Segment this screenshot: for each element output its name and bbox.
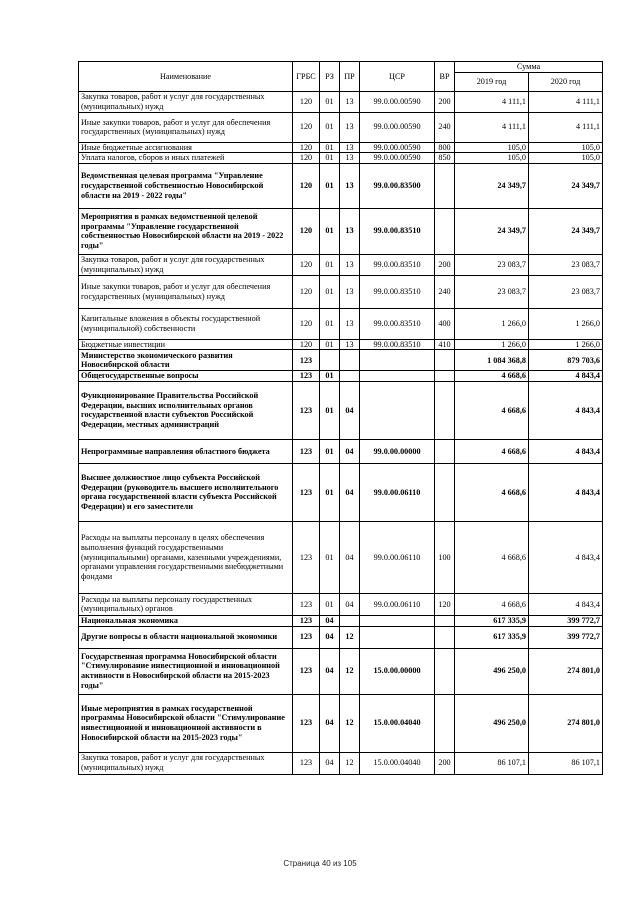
header-2019: 2019 год [455,72,529,91]
row-name: Закупка товаров, работ и услуг для государственных (муниципальных) нужд [79,91,293,112]
row-pr: 13 [340,153,360,164]
row-vr [435,163,455,208]
row-2020: 399 772,7 [529,615,603,626]
table-row [79,91,603,112]
row-csr [360,626,435,648]
row-csr: 99.0.00.00590 [360,91,435,112]
row-2019: 4 668,6 [455,463,529,521]
row-csr [360,371,435,382]
row-name: Бюджетные инвестиции [79,339,293,350]
row-grbs: 123 [293,350,320,371]
row-csr: 99.0.00.00000 [360,439,435,463]
row-csr: 99.0.00.06110 [360,521,435,593]
row-name: Иные закупки товаров, работ и услуг для обеспечения государственных (муниципальных) нужд [79,112,293,142]
row-csr: 15.0.00.04040 [360,752,435,774]
row-name: Другие вопросы в области национальной экономики [79,626,293,648]
row-name: Мероприятия в рамках ведомственной целевой программы "Управление государственной собственностью Новосибирской области на 2019 - 2022 годы" [79,208,293,254]
row-pr: 13 [340,339,360,350]
row-vr: 850 [435,153,455,164]
header-vr: ВР [435,62,455,92]
row-rz: 01 [320,463,340,521]
row-2019: 86 107,1 [455,752,529,774]
row-name: Непрограммные направления областного бюджета [79,439,293,463]
row-grbs: 123 [293,521,320,593]
row-pr: 13 [340,91,360,112]
row-2020: 4 111,1 [529,112,603,142]
row-vr [435,371,455,382]
budget-table [78,61,603,775]
row-2019: 105,0 [455,142,529,153]
row-2019: 105,0 [455,153,529,164]
row-2019: 23 083,7 [455,275,529,308]
row-rz: 01 [320,381,340,439]
row-vr: 200 [435,91,455,112]
row-pr: 12 [340,752,360,774]
row-pr [340,350,360,371]
row-vr [435,350,455,371]
row-2020: 105,0 [529,153,603,164]
row-rz: 01 [320,439,340,463]
row-rz: 01 [320,112,340,142]
row-vr [435,626,455,648]
table-row [79,254,603,275]
row-name: Закупка товаров, работ и услуг для государственных (муниципальных) нужд [79,254,293,275]
table-row [79,112,603,142]
row-grbs: 123 [293,439,320,463]
row-rz: 01 [320,254,340,275]
row-grbs: 123 [293,752,320,774]
row-2020: 4 843,4 [529,381,603,439]
row-2019: 617 335,9 [455,626,529,648]
row-name: Закупка товаров, работ и услуг для государственных (муниципальных) нужд [79,752,293,774]
row-2019: 1 266,0 [455,308,529,339]
row-pr: 04 [340,521,360,593]
row-2020: 274 801,0 [529,694,603,752]
header-csr: ЦСР [360,62,435,92]
row-2020: 1 266,0 [529,308,603,339]
table-body [79,91,603,774]
row-2020: 399 772,7 [529,626,603,648]
row-2020: 4 843,4 [529,463,603,521]
row-pr: 04 [340,593,360,615]
header-rz: РЗ [320,62,340,92]
row-vr: 400 [435,308,455,339]
row-2019: 24 349,7 [455,208,529,254]
row-rz: 04 [320,694,340,752]
row-2019: 23 083,7 [455,254,529,275]
row-name: Высшее должностное лицо субъекта Российской Федерации (руководитель высшего исполнительного органа государственной власти субъекта Российской Федерации) и его заместители [79,463,293,521]
row-grbs: 123 [293,593,320,615]
row-vr [435,694,455,752]
row-2019: 1 084 368,8 [455,350,529,371]
row-csr [360,350,435,371]
table-row [79,371,603,382]
row-grbs: 123 [293,648,320,694]
row-2019: 4 668,6 [455,593,529,615]
row-csr: 99.0.00.83500 [360,163,435,208]
table-row [79,308,603,339]
row-grbs: 120 [293,153,320,164]
header-name: Наименование [79,62,293,92]
row-rz: 04 [320,648,340,694]
row-2020: 23 083,7 [529,275,603,308]
table-row [79,439,603,463]
table-row [79,694,603,752]
table-row [79,752,603,774]
row-name: Общегосударственные вопросы [79,371,293,382]
row-name: Министерство экономического развития Новосибирской области [79,350,293,371]
table-row [79,339,603,350]
row-rz: 01 [320,142,340,153]
row-2020: 4 843,4 [529,371,603,382]
row-rz: 01 [320,593,340,615]
header-sum: Сумма [455,62,603,73]
row-rz: 01 [320,308,340,339]
row-2019: 4 111,1 [455,112,529,142]
row-rz: 01 [320,339,340,350]
row-vr: 100 [435,521,455,593]
row-grbs: 120 [293,142,320,153]
row-csr: 99.0.00.00590 [360,153,435,164]
row-pr: 04 [340,381,360,439]
header-pr: ПР [340,62,360,92]
row-rz: 01 [320,153,340,164]
row-name: Иные закупки товаров, работ и услуг для обеспечения государственных (муниципальных) нужд [79,275,293,308]
row-2019: 617 335,9 [455,615,529,626]
row-2020: 274 801,0 [529,648,603,694]
row-grbs: 120 [293,339,320,350]
row-2020: 4 111,1 [529,91,603,112]
row-name: Расходы на выплаты персоналу в целях обеспечения выполнения функций государственными (муниципальными) органами, казенными учреждениями, органами управления государственными внебюджетными фондами [79,521,293,593]
row-csr: 15.0.00.00000 [360,648,435,694]
header-2020: 2020 год [529,72,603,91]
row-2019: 1 266,0 [455,339,529,350]
row-2019: 4 111,1 [455,91,529,112]
row-2020: 23 083,7 [529,254,603,275]
table-row [79,615,603,626]
row-rz: 01 [320,275,340,308]
row-rz [320,350,340,371]
row-vr: 410 [435,339,455,350]
row-csr: 99.0.00.06110 [360,593,435,615]
row-csr [360,381,435,439]
row-grbs: 120 [293,254,320,275]
row-2020: 4 843,4 [529,439,603,463]
row-rz: 01 [320,371,340,382]
row-pr: 13 [340,254,360,275]
row-name: Функционирование Правительства Российской Федерации, высших исполнительных органов государственной власти субъектов Российской Федерации, местных администраций [79,381,293,439]
table-row [79,381,603,439]
table-row [79,350,603,371]
row-2020: 105,0 [529,142,603,153]
row-2020: 879 703,6 [529,350,603,371]
row-csr [360,615,435,626]
row-2020: 4 843,4 [529,521,603,593]
row-rz: 01 [320,521,340,593]
row-name: Иные мероприятия в рамках государственной программы Новосибирской области "Стимулирование инвестиционной и инновационной активности в Новосибирской области на 2015-2023 годы" [79,694,293,752]
row-2020: 24 349,7 [529,163,603,208]
row-grbs: 123 [293,615,320,626]
row-csr: 99.0.00.83510 [360,275,435,308]
row-grbs: 123 [293,371,320,382]
table-row [79,626,603,648]
row-vr [435,208,455,254]
row-vr: 200 [435,752,455,774]
row-2020: 4 843,4 [529,593,603,615]
row-grbs: 123 [293,463,320,521]
row-rz: 04 [320,615,340,626]
page-footer: Страница 40 из 105 [283,859,357,868]
row-name: Национальная экономика [79,615,293,626]
table-row [79,153,603,164]
row-vr [435,463,455,521]
row-pr: 12 [340,626,360,648]
row-2019: 4 668,6 [455,371,529,382]
row-vr [435,381,455,439]
table-row [79,142,603,153]
row-pr: 13 [340,163,360,208]
row-2020: 86 107,1 [529,752,603,774]
row-csr: 15.0.00.04040 [360,694,435,752]
row-2019: 4 668,6 [455,381,529,439]
row-csr: 99.0.00.83510 [360,308,435,339]
row-vr: 120 [435,593,455,615]
row-csr: 99.0.00.00590 [360,142,435,153]
row-vr: 800 [435,142,455,153]
row-rz: 01 [320,91,340,112]
row-pr: 12 [340,694,360,752]
row-name: Уплата налогов, сборов и иных платежей [79,153,293,164]
row-csr: 99.0.00.83510 [360,254,435,275]
row-grbs: 120 [293,275,320,308]
row-vr: 240 [435,275,455,308]
row-rz: 01 [320,208,340,254]
row-grbs: 123 [293,626,320,648]
row-grbs: 120 [293,163,320,208]
row-grbs: 120 [293,112,320,142]
row-pr [340,615,360,626]
table-row [79,648,603,694]
row-name: Расходы на выплаты персоналу государственных (муниципальных) органов [79,593,293,615]
row-grbs: 123 [293,381,320,439]
row-2019: 4 668,6 [455,439,529,463]
row-rz: 04 [320,626,340,648]
row-pr: 13 [340,112,360,142]
row-pr: 13 [340,308,360,339]
row-vr [435,648,455,694]
row-vr: 240 [435,112,455,142]
table-row [79,208,603,254]
row-name: Ведомственная целевая программа "Управление государственной собственностью Новосибирской области на 2019 - 2022 годы" [79,163,293,208]
table-row [79,521,603,593]
row-vr [435,439,455,463]
row-2019: 496 250,0 [455,648,529,694]
table-row [79,275,603,308]
row-pr: 13 [340,275,360,308]
row-vr [435,615,455,626]
row-pr: 13 [340,208,360,254]
row-csr: 99.0.00.00590 [360,112,435,142]
row-2020: 24 349,7 [529,208,603,254]
row-csr: 99.0.00.06110 [360,463,435,521]
table-row [79,163,603,208]
row-pr: 12 [340,648,360,694]
row-vr: 200 [435,254,455,275]
row-grbs: 120 [293,208,320,254]
row-csr: 99.0.00.83510 [360,339,435,350]
row-grbs: 123 [293,694,320,752]
row-grbs: 120 [293,308,320,339]
row-rz: 01 [320,163,340,208]
row-pr: 04 [340,439,360,463]
row-2019: 496 250,0 [455,694,529,752]
row-2019: 4 668,6 [455,521,529,593]
header-grbs: ГРБС [293,62,320,92]
table-row [79,463,603,521]
row-pr [340,371,360,382]
row-pr: 13 [340,142,360,153]
row-name: Государственная программа Новосибирской области "Стимулирование инвестиционной и инновационной активности в Новосибирской области на 2015-2023 годы" [79,648,293,694]
row-name: Иные бюджетные ассигнования [79,142,293,153]
row-pr: 04 [340,463,360,521]
row-2020: 1 266,0 [529,339,603,350]
table-row [79,593,603,615]
row-grbs: 120 [293,91,320,112]
row-csr: 99.0.00.83510 [360,208,435,254]
row-rz: 04 [320,752,340,774]
row-name: Капитальные вложения в объекты государственной (муниципальной) собственности [79,308,293,339]
row-2019: 24 349,7 [455,163,529,208]
